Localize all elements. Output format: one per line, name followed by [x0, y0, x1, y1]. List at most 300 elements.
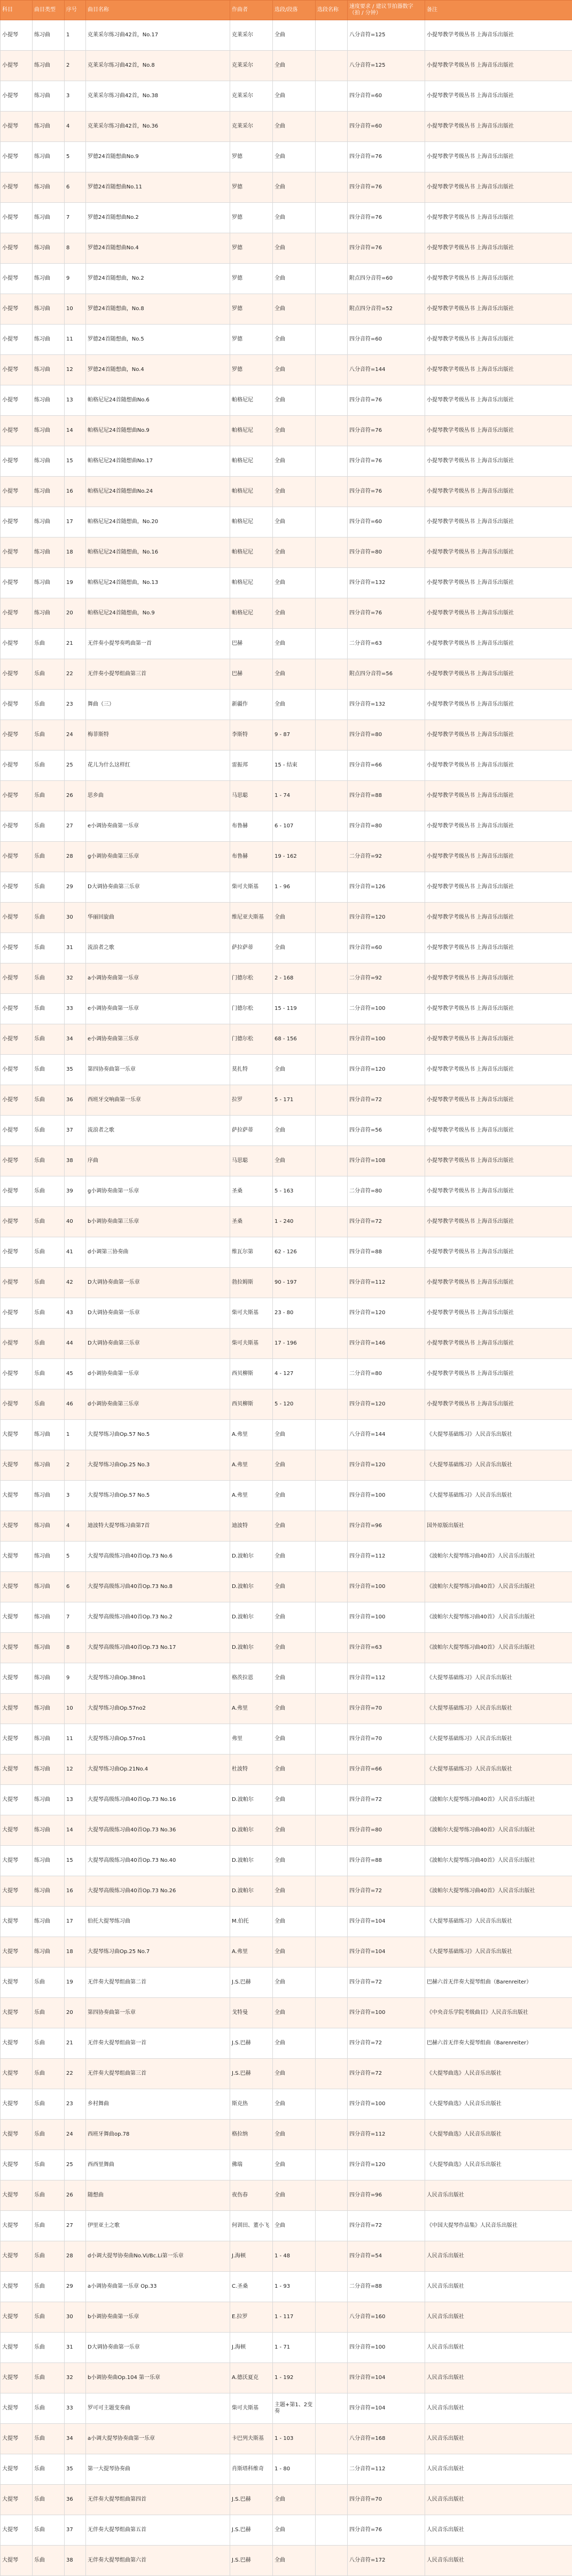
cell-number: 8	[65, 1633, 86, 1663]
cell-subject: 大提琴	[1, 1450, 33, 1481]
cell-part-name	[316, 2089, 348, 2120]
cell-title: 无伴奏小提琴奏鸣曲第一首	[86, 629, 230, 659]
table-row	[1, 2150, 572, 2180]
cell-composer: D.波帕尔	[230, 1602, 273, 1633]
cell-part-name	[316, 2546, 348, 2576]
cell-tempo: 八分音符=144	[348, 355, 425, 385]
cell-composer: 肖斯塔科维奇	[230, 2454, 273, 2485]
cell-composer: 萨拉萨蒂	[230, 1116, 273, 1146]
cell-title: b小调协奏曲第一乐章	[86, 2302, 230, 2333]
cell-subject: 大提琴	[1, 1694, 33, 1724]
cell-type: 练习曲	[33, 507, 65, 538]
table-row	[1, 2485, 572, 2515]
cell-part: 全曲	[273, 1937, 316, 1967]
cell-part: 5 - 171	[273, 1085, 316, 1116]
cell-part-name	[316, 1420, 348, 1450]
cell-part: 全曲	[273, 264, 316, 294]
cell-composer: 巴赫	[230, 629, 273, 659]
cell-subject: 大提琴	[1, 1724, 33, 1755]
cell-subject: 小提琴	[1, 903, 33, 933]
col-header-note: 备注	[425, 1, 572, 20]
cell-subject: 大提琴	[1, 2454, 33, 2485]
cell-title: 大提琴练习曲Op.57 No.5	[86, 1420, 230, 1450]
cell-subject: 大提琴	[1, 2393, 33, 2424]
cell-note: 小提琴教学考级丛书 上海音乐出版社	[425, 598, 572, 629]
cell-title: 帕格尼尼24首随想曲No.17	[86, 446, 230, 477]
cell-number: 4	[65, 1511, 86, 1542]
cell-composer: 门德尔松	[230, 994, 273, 1024]
cell-part: 全曲	[273, 2028, 316, 2059]
cell-tempo: 四分音符=63	[348, 1633, 425, 1663]
cell-type: 练习曲	[33, 355, 65, 385]
cell-subject: 大提琴	[1, 2424, 33, 2454]
cell-note: 小提琴教学考级丛书 上海音乐出版社	[425, 1176, 572, 1207]
header-row	[1, 1, 572, 20]
cell-part-name	[316, 1602, 348, 1633]
cell-part-name	[316, 1146, 348, 1176]
cell-number: 19	[65, 1967, 86, 1998]
cell-part: 6 - 107	[273, 811, 316, 842]
cell-note: 《波帕尔大提琴练习曲40首》人民音乐出版社	[425, 1785, 572, 1815]
cell-type: 练习曲	[33, 294, 65, 325]
table-row	[1, 1724, 572, 1755]
cell-type: 乐曲	[33, 963, 65, 994]
cell-tempo: 四分音符=112	[348, 1268, 425, 1298]
cell-part-name	[316, 1542, 348, 1572]
cell-part-name	[316, 538, 348, 568]
table-row	[1, 81, 572, 112]
col-header-type: 曲目类型	[33, 1, 65, 20]
cell-title: 无伴奏大提琴组曲第二首	[86, 1967, 230, 1998]
cell-title: g小调协奏曲第一乐章	[86, 1176, 230, 1207]
cell-title: 罗德24首随想曲No.4	[86, 233, 230, 264]
cell-tempo: 八分音符=168	[348, 2424, 425, 2454]
cell-type: 乐曲	[33, 659, 65, 690]
cell-type: 练习曲	[33, 1420, 65, 1450]
cell-subject: 小提琴	[1, 203, 33, 233]
cell-part-name	[316, 81, 348, 112]
cell-title: 大提琴练习曲Op.25 No.3	[86, 1450, 230, 1481]
cell-composer: 夜伤春	[230, 2180, 273, 2211]
cell-tempo: 八分音符=172	[348, 2546, 425, 2576]
cell-number: 4	[65, 112, 86, 142]
cell-part-name	[316, 203, 348, 233]
table-row	[1, 2241, 572, 2272]
cell-number: 24	[65, 2120, 86, 2150]
cell-part-name	[316, 1207, 348, 1237]
cell-composer: J.S.巴赫	[230, 2059, 273, 2089]
cell-note: 小提琴教学考级丛书 上海音乐出版社	[425, 355, 572, 385]
cell-subject: 大提琴	[1, 1481, 33, 1511]
cell-type: 练习曲	[33, 1815, 65, 1846]
cell-part-name	[316, 1176, 348, 1207]
cell-subject: 小提琴	[1, 1298, 33, 1329]
cell-part-name	[316, 355, 348, 385]
cell-part: 5 - 163	[273, 1176, 316, 1207]
cell-part: 全曲	[273, 1967, 316, 1998]
cell-part: 2 - 168	[273, 963, 316, 994]
cell-subject: 大提琴	[1, 1998, 33, 2028]
table-row	[1, 112, 572, 142]
cell-number: 31	[65, 933, 86, 963]
table-body	[1, 20, 572, 2576]
cell-title: 帕格尼尼24首随想曲，No.13	[86, 568, 230, 598]
cell-note: 小提琴教学考级丛书 上海音乐出版社	[425, 872, 572, 903]
cell-part-name	[316, 1815, 348, 1846]
cell-tempo: 八分音符=125	[348, 51, 425, 81]
cell-part-name	[316, 1511, 348, 1542]
cell-type: 练习曲	[33, 172, 65, 203]
cell-type: 乐曲	[33, 2515, 65, 2546]
cell-tempo: 四分音符=76	[348, 142, 425, 172]
cell-part-name	[316, 51, 348, 81]
table-row	[1, 2272, 572, 2302]
cell-part-name	[316, 1024, 348, 1055]
cell-number: 2	[65, 51, 86, 81]
cell-part: 全曲	[273, 1998, 316, 2028]
cell-part-name	[316, 1876, 348, 1907]
cell-type: 乐曲	[33, 2546, 65, 2576]
cell-note: 《大提琴基础练习》人民音乐出版社	[425, 1755, 572, 1785]
cell-subject: 小提琴	[1, 81, 33, 112]
cell-composer: 何训田、董小飞	[230, 2211, 273, 2241]
cell-note: 《大提琴曲选》人民音乐出版社	[425, 2089, 572, 2120]
cell-type: 乐曲	[33, 2211, 65, 2241]
cell-subject: 小提琴	[1, 142, 33, 172]
cell-composer: 巴赫	[230, 659, 273, 690]
cell-number: 17	[65, 507, 86, 538]
cell-type: 乐曲	[33, 720, 65, 750]
cell-composer: 帕格尼尼	[230, 568, 273, 598]
cell-note: 小提琴教学考级丛书 上海音乐出版社	[425, 1146, 572, 1176]
cell-composer: M.伯托	[230, 1907, 273, 1937]
cell-number: 13	[65, 1785, 86, 1815]
cell-type: 练习曲	[33, 1724, 65, 1755]
cell-part-name	[316, 598, 348, 629]
cell-part-name	[316, 1116, 348, 1146]
cell-part-name	[316, 1055, 348, 1085]
cell-tempo: 八分音符=125	[348, 20, 425, 51]
cell-title: b小调协奏曲Op.104 第一乐章	[86, 2363, 230, 2393]
cell-number: 25	[65, 2150, 86, 2180]
cell-number: 7	[65, 1602, 86, 1633]
cell-title: d小调大提琴协奏曲No.Vi/Bc.Li第一乐章	[86, 2241, 230, 2272]
table-row	[1, 720, 572, 750]
cell-type: 乐曲	[33, 2241, 65, 2272]
cell-composer: 罗德	[230, 233, 273, 264]
table-row	[1, 781, 572, 811]
cell-subject: 小提琴	[1, 355, 33, 385]
cell-type: 乐曲	[33, 994, 65, 1024]
cell-note: 小提琴教学考级丛书 上海音乐出版社	[425, 446, 572, 477]
cell-number: 1	[65, 20, 86, 51]
cell-number: 38	[65, 2546, 86, 2576]
cell-tempo: 四分音符=80	[348, 538, 425, 568]
table-row	[1, 2363, 572, 2393]
cell-note: 小提琴教学考级丛书 上海音乐出版社	[425, 1207, 572, 1237]
cell-tempo: 二分音符=80	[348, 1359, 425, 1389]
cell-number: 36	[65, 1085, 86, 1116]
cell-composer: 勃拉姆斯	[230, 1268, 273, 1298]
cell-subject: 大提琴	[1, 1846, 33, 1876]
cell-composer: A.弗里	[230, 1937, 273, 1967]
cell-tempo: 四分音符=72	[348, 1085, 425, 1116]
cell-tempo: 四分音符=132	[348, 690, 425, 720]
cell-tempo: 四分音符=120	[348, 1389, 425, 1420]
cell-type: 乐曲	[33, 2333, 65, 2363]
cell-title: D大调协奏曲第三乐章	[86, 872, 230, 903]
cell-number: 33	[65, 2393, 86, 2424]
cell-type: 练习曲	[33, 477, 65, 507]
cell-number: 12	[65, 1755, 86, 1785]
cell-title: 第一大提琴协奏曲	[86, 2454, 230, 2485]
cell-subject: 大提琴	[1, 2485, 33, 2515]
cell-number: 33	[65, 994, 86, 1024]
cell-tempo: 四分音符=72	[348, 1876, 425, 1907]
cell-composer: 萨拉萨蒂	[230, 933, 273, 963]
cell-tempo: 四分音符=132	[348, 568, 425, 598]
cell-subject: 大提琴	[1, 1542, 33, 1572]
cell-title: a小调协奏曲第一乐章 Op.33	[86, 2272, 230, 2302]
cell-note: 《大提琴基础练习》人民音乐出版社	[425, 1420, 572, 1450]
cell-note: 小提琴教学考级丛书 上海音乐出版社	[425, 325, 572, 355]
cell-tempo: 四分音符=60	[348, 325, 425, 355]
cell-composer: 柴可夫斯基	[230, 2393, 273, 2424]
cell-tempo: 四分音符=72	[348, 1967, 425, 1998]
cell-part: 1 - 48	[273, 2241, 316, 2272]
cell-tempo: 四分音符=72	[348, 2211, 425, 2241]
cell-tempo: 四分音符=120	[348, 1298, 425, 1329]
cell-note: 人民音乐出版社	[425, 2546, 572, 2576]
cell-number: 29	[65, 872, 86, 903]
cell-part-name	[316, 2180, 348, 2211]
cell-composer: 罗德	[230, 264, 273, 294]
cell-subject: 小提琴	[1, 1268, 33, 1298]
cell-title: 大提琴高级练习曲40首Op.73 No.16	[86, 1785, 230, 1815]
cell-tempo: 四分音符=70	[348, 2485, 425, 2515]
cell-part: 4 - 127	[273, 1359, 316, 1389]
cell-title: 大提琴练习曲Op.38no1	[86, 1663, 230, 1694]
table-row	[1, 2120, 572, 2150]
cell-part: 68 - 156	[273, 1024, 316, 1055]
cell-note: 《大提琴基础练习》人民音乐出版社	[425, 1937, 572, 1967]
cell-type: 乐曲	[33, 1237, 65, 1268]
cell-subject: 小提琴	[1, 750, 33, 781]
cell-composer: 罗德	[230, 294, 273, 325]
cell-note: 人民音乐出版社	[425, 2333, 572, 2363]
cell-number: 34	[65, 2424, 86, 2454]
cell-part: 全曲	[273, 203, 316, 233]
cell-type: 乐曲	[33, 2089, 65, 2120]
cell-part: 1 - 240	[273, 1207, 316, 1237]
cell-composer: 克莱采尔	[230, 51, 273, 81]
cell-note: 小提琴教学考级丛书 上海音乐出版社	[425, 172, 572, 203]
cell-type: 乐曲	[33, 811, 65, 842]
cell-composer: 罗德	[230, 172, 273, 203]
cell-subject: 小提琴	[1, 720, 33, 750]
cell-part: 全曲	[273, 1542, 316, 1572]
table-row	[1, 2424, 572, 2454]
cell-type: 练习曲	[33, 142, 65, 172]
cell-composer: 格拉纳	[230, 2120, 273, 2150]
cell-tempo: 四分音符=96	[348, 2180, 425, 2211]
cell-title: 花儿为什么这样红	[86, 750, 230, 781]
cell-tempo: 四分音符=88	[348, 1846, 425, 1876]
cell-composer: 马思聪	[230, 781, 273, 811]
cell-note: 人民音乐出版社	[425, 2424, 572, 2454]
cell-title: 克莱采尔练习曲42首，No.17	[86, 20, 230, 51]
cell-number: 13	[65, 385, 86, 416]
table-row	[1, 1876, 572, 1907]
cell-subject: 大提琴	[1, 2028, 33, 2059]
cell-part-name	[316, 20, 348, 51]
cell-part: 全曲	[273, 659, 316, 690]
cell-subject: 小提琴	[1, 446, 33, 477]
table-row	[1, 1085, 572, 1116]
cell-composer: J.S.巴赫	[230, 2028, 273, 2059]
cell-type: 乐曲	[33, 1055, 65, 1085]
cell-type: 乐曲	[33, 842, 65, 872]
cell-title: 帕格尼尼24首随想曲No.6	[86, 385, 230, 416]
cell-type: 乐曲	[33, 2180, 65, 2211]
cell-type: 练习曲	[33, 1663, 65, 1694]
cell-title: 大提琴高级练习曲40首Op.73 No.2	[86, 1602, 230, 1633]
cell-number: 23	[65, 690, 86, 720]
cell-tempo: 二分音符=88	[348, 2272, 425, 2302]
cell-part-name	[316, 2059, 348, 2089]
cell-number: 27	[65, 2211, 86, 2241]
cell-subject: 小提琴	[1, 933, 33, 963]
table-row	[1, 1116, 572, 1146]
table-row	[1, 203, 572, 233]
cell-note: 小提琴教学考级丛书 上海音乐出版社	[425, 933, 572, 963]
cell-subject: 大提琴	[1, 1937, 33, 1967]
cell-composer: 李斯特	[230, 720, 273, 750]
cell-part: 全曲	[273, 20, 316, 51]
table-row	[1, 1846, 572, 1876]
cell-note: 小提琴教学考级丛书 上海音乐出版社	[425, 477, 572, 507]
cell-subject: 大提琴	[1, 1511, 33, 1542]
table-row	[1, 872, 572, 903]
table-row	[1, 1024, 572, 1055]
cell-note: 小提琴教学考级丛书 上海音乐出版社	[425, 903, 572, 933]
cell-part: 全曲	[273, 538, 316, 568]
cell-part-name	[316, 2515, 348, 2546]
cell-title: 罗德24首随想曲No.11	[86, 172, 230, 203]
cell-note: 小提琴教学考级丛书 上海音乐出版社	[425, 1329, 572, 1359]
cell-tempo: 四分音符=104	[348, 2393, 425, 2424]
cell-tempo: 四分音符=120	[348, 1450, 425, 1481]
cell-note: 《大提琴曲选》人民音乐出版社	[425, 2059, 572, 2089]
cell-note: 《波帕尔大提琴练习曲40首》人民音乐出版社	[425, 1846, 572, 1876]
cell-tempo: 四分音符=100	[348, 2089, 425, 2120]
cell-number: 35	[65, 1055, 86, 1085]
cell-number: 42	[65, 1268, 86, 1298]
cell-type: 乐曲	[33, 1359, 65, 1389]
table-row	[1, 690, 572, 720]
cell-number: 17	[65, 1907, 86, 1937]
cell-type: 乐曲	[33, 1389, 65, 1420]
cell-title: 帕格尼尼24首随想曲，No.9	[86, 598, 230, 629]
cell-title: g小调协奏曲第三乐章	[86, 842, 230, 872]
cell-title: 帕格尼尼24首随想曲，No.20	[86, 507, 230, 538]
table-row	[1, 1359, 572, 1389]
cell-type: 练习曲	[33, 1755, 65, 1785]
cell-composer: 迪波特	[230, 1511, 273, 1542]
cell-tempo: 四分音符=112	[348, 1542, 425, 1572]
cell-subject: 大提琴	[1, 1633, 33, 1663]
cell-title: 罗德24首随想曲No.2	[86, 203, 230, 233]
cell-note: 《波帕尔大提琴练习曲40首》人民音乐出版社	[425, 1602, 572, 1633]
cell-title: 西班牙舞曲op.78	[86, 2120, 230, 2150]
cell-type: 练习曲	[33, 1481, 65, 1511]
cell-part-name	[316, 172, 348, 203]
cell-note: 小提琴教学考级丛书 上海音乐出版社	[425, 1024, 572, 1055]
cell-note: 《大提琴基础练习》人民音乐出版社	[425, 1481, 572, 1511]
cell-note: 小提琴教学考级丛书 上海音乐出版社	[425, 1055, 572, 1085]
cell-part: 全曲	[273, 1146, 316, 1176]
table-row	[1, 963, 572, 994]
cell-type: 乐曲	[33, 2120, 65, 2150]
cell-note: 小提琴教学考级丛书 上海音乐出版社	[425, 416, 572, 446]
cell-composer: 圣桑	[230, 1176, 273, 1207]
cell-note: 小提琴教学考级丛书 上海音乐出版社	[425, 842, 572, 872]
cell-type: 乐曲	[33, 2272, 65, 2302]
table-row	[1, 2089, 572, 2120]
cell-tempo: 四分音符=100	[348, 1602, 425, 1633]
table-row	[1, 1055, 572, 1085]
table-row	[1, 1420, 572, 1450]
cell-part: 1 - 117	[273, 2302, 316, 2333]
cell-part-name	[316, 1450, 348, 1481]
cell-subject: 小提琴	[1, 172, 33, 203]
cell-part: 全曲	[273, 1481, 316, 1511]
cell-subject: 小提琴	[1, 598, 33, 629]
cell-composer: 布鲁赫	[230, 842, 273, 872]
cell-composer: D.波帕尔	[230, 1785, 273, 1815]
cell-number: 6	[65, 1572, 86, 1602]
cell-subject: 小提琴	[1, 1176, 33, 1207]
cell-tempo: 四分音符=100	[348, 1572, 425, 1602]
cell-note: 小提琴教学考级丛书 上海音乐出版社	[425, 1116, 572, 1146]
cell-title: 罗德24首随想曲No.9	[86, 142, 230, 172]
cell-composer: 门德尔松	[230, 963, 273, 994]
cell-note: 《大提琴基础练习》人民音乐出版社	[425, 1663, 572, 1694]
table-row	[1, 2515, 572, 2546]
cell-type: 乐曲	[33, 2424, 65, 2454]
cell-title: 大提琴高级练习曲40首Op.73 No.6	[86, 1542, 230, 1572]
cell-title: 罗德24首随想曲，No.4	[86, 355, 230, 385]
cell-part-name	[316, 1846, 348, 1876]
col-header-title: 曲目名称	[86, 1, 230, 20]
cell-part: 全曲	[273, 1511, 316, 1542]
cell-title: e小调协奏曲第一乐章	[86, 811, 230, 842]
cell-part-name	[316, 2454, 348, 2485]
cell-number: 11	[65, 1724, 86, 1755]
cell-title: 罗德24首随想曲，No.8	[86, 294, 230, 325]
cell-part: 全曲	[273, 2059, 316, 2089]
cell-title: 大提琴练习曲Op.57no1	[86, 1724, 230, 1755]
cell-tempo: 四分音符=104	[348, 2363, 425, 2393]
cell-note: 小提琴教学考级丛书 上海音乐出版社	[425, 781, 572, 811]
cell-tempo: 四分音符=72	[348, 1207, 425, 1237]
cell-type: 乐曲	[33, 2150, 65, 2180]
cell-type: 练习曲	[33, 1937, 65, 1967]
cell-note: 《波帕尔大提琴练习曲40首》人民音乐出版社	[425, 1815, 572, 1846]
cell-number: 2	[65, 1450, 86, 1481]
table-row	[1, 538, 572, 568]
table-row	[1, 1967, 572, 1998]
